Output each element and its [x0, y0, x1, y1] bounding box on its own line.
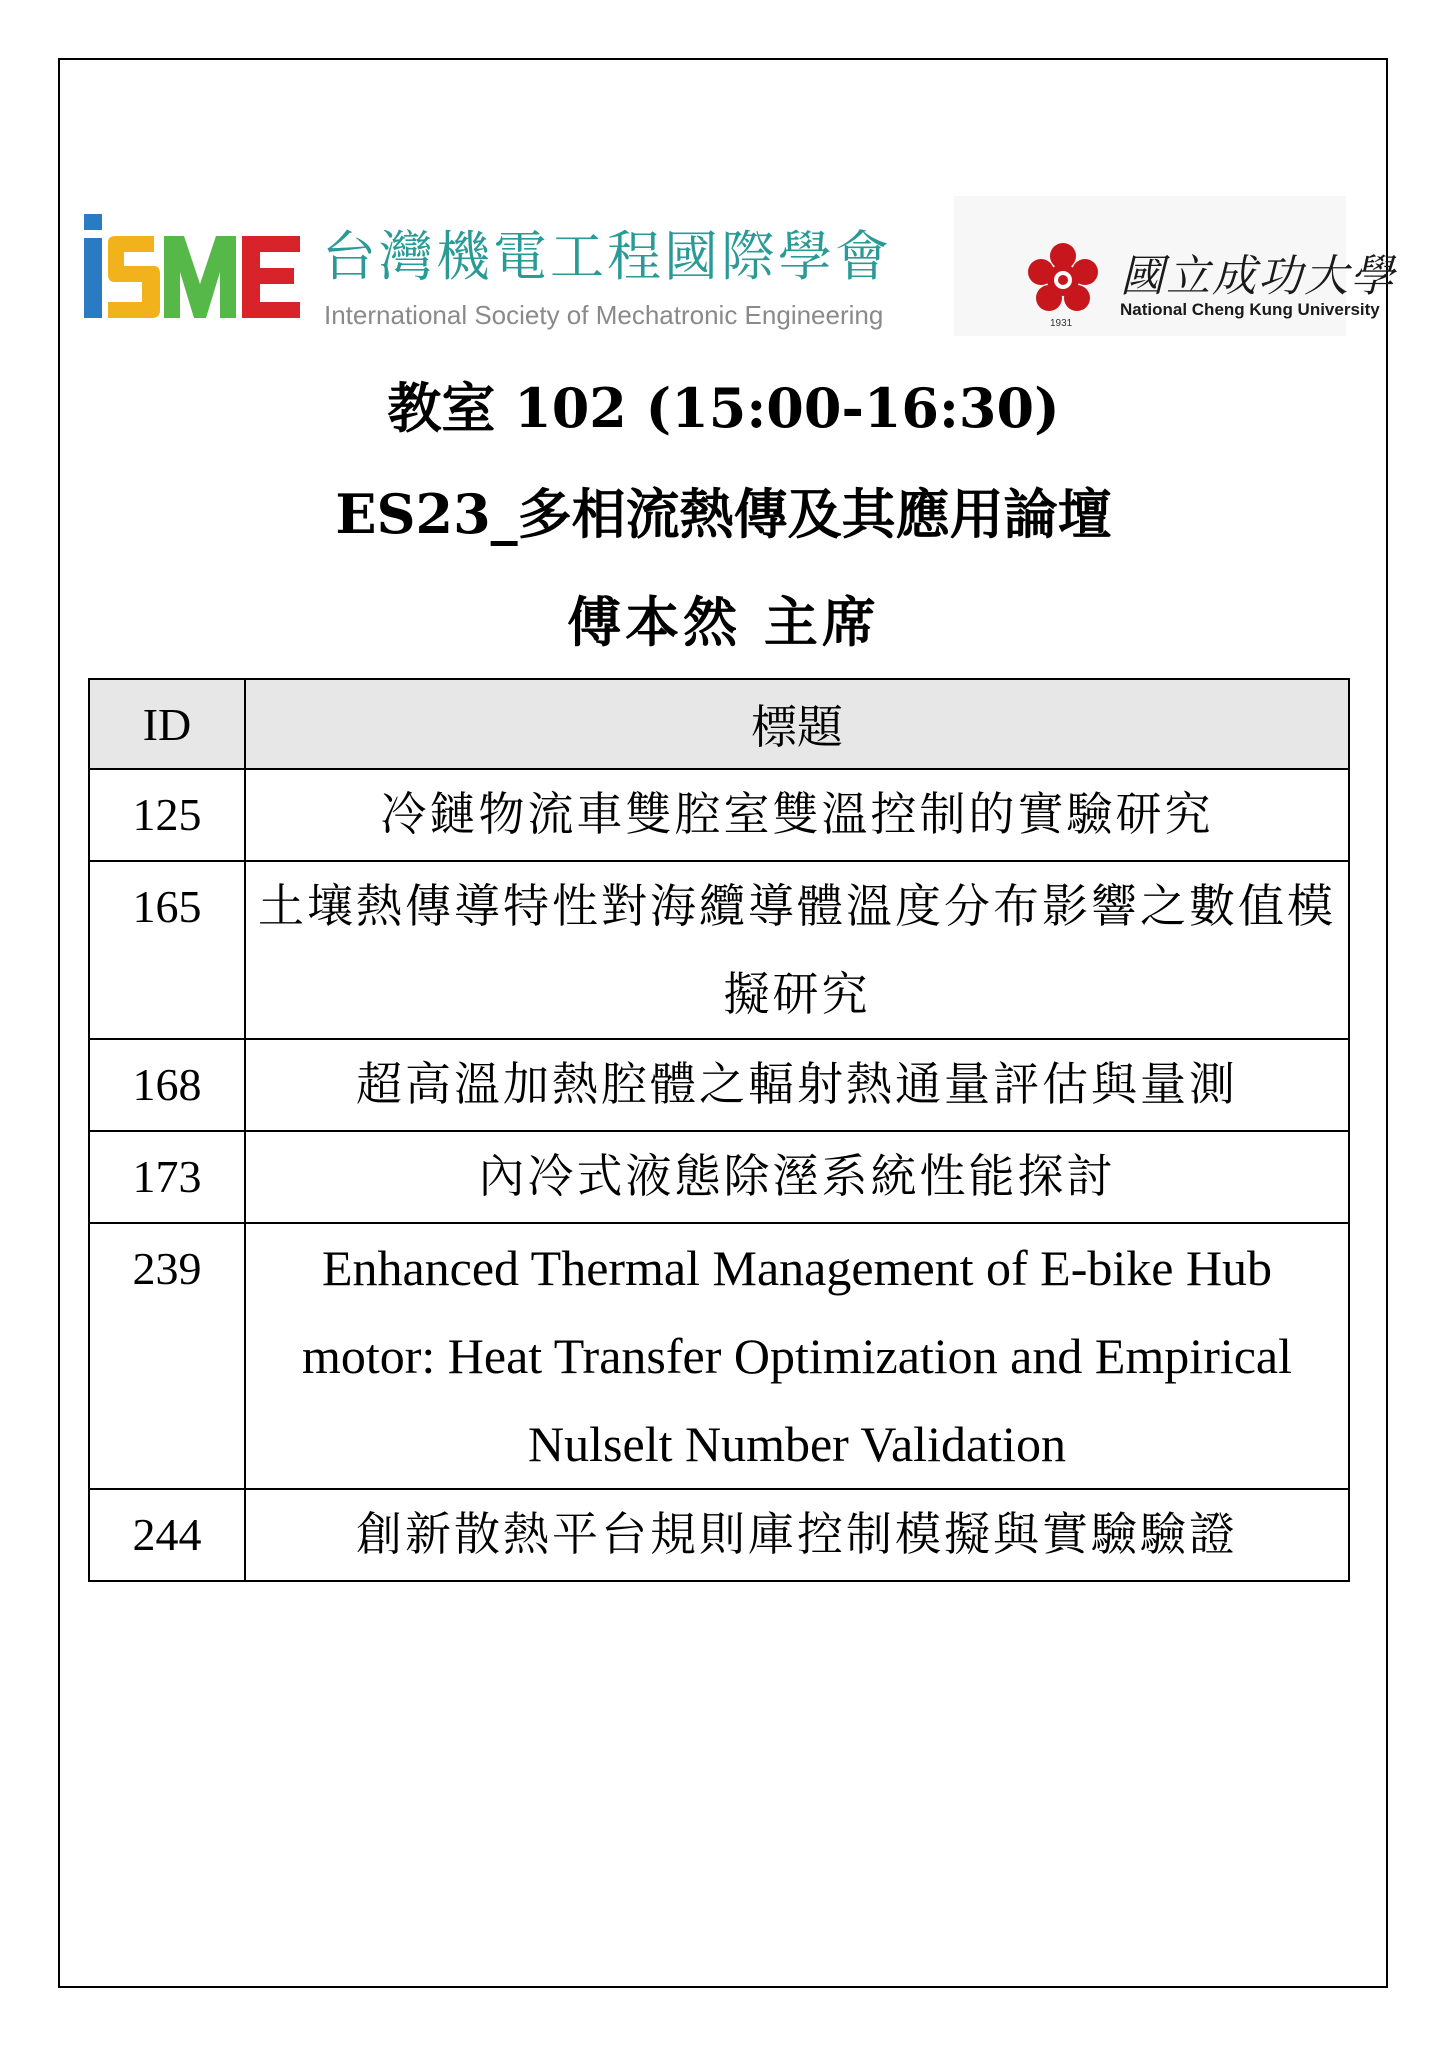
room-time-heading: 教室 102 (15:00-16:30) [387, 376, 1060, 440]
paper-title: 冷鏈物流車雙腔室雙溫控制的實驗研究 [245, 769, 1349, 861]
paper-id: 239 [89, 1223, 245, 1489]
ncku-year: 1931 [1050, 318, 1073, 329]
isme-name-en: International Society of Mechatronic Engineering [324, 300, 884, 330]
table-row [89, 861, 1349, 1039]
session-chair: 傅本然 主席 [567, 590, 880, 654]
table-row [89, 769, 1349, 861]
table-row [89, 1489, 1349, 1581]
logo-bar [84, 196, 1396, 336]
isme-logo-mark [84, 214, 304, 324]
table-row [89, 1223, 1349, 1489]
paper-title: 創新散熱平台規則庫控制模擬與實驗驗證 [245, 1489, 1349, 1581]
paper-title: 內冷式液態除溼系統性能探討 [245, 1131, 1349, 1223]
ncku-emblem-icon [1026, 242, 1100, 316]
ncku-name-en: National Cheng Kung University [1120, 300, 1380, 319]
table-row [89, 1039, 1349, 1131]
title-column-header: 標題 [245, 679, 1349, 769]
ncku-logo [954, 196, 1396, 336]
isme-name-cn: 台灣機電工程國際學會 [322, 225, 892, 288]
ncku-name-cn: 國立成功大學 [1120, 251, 1396, 302]
paper-id: 244 [89, 1489, 245, 1581]
paper-title: 超高溫加熱腔體之輻射熱通量評估與量測 [245, 1039, 1349, 1131]
paper-table [88, 678, 1350, 1582]
paper-id: 125 [89, 769, 245, 861]
isme-logo [84, 214, 894, 334]
paper-title: Enhanced Thermal Management of E-bike Hub motor: Heat Transfer Optimization and Empirical Nulselt Number Validation [245, 1223, 1349, 1489]
paper-id: 173 [89, 1131, 245, 1223]
paper-title: 土壤熱傳導特性對海纜導體溫度分布影響之數值模擬研究 [245, 861, 1349, 1039]
table-row [89, 1131, 1349, 1223]
paper-id: 165 [89, 861, 245, 1039]
session-title: ES23_多相流熱傳及其應用論壇 [335, 482, 1112, 546]
paper-id: 168 [89, 1039, 245, 1131]
id-column-header: ID [89, 679, 245, 769]
table-header-row [89, 679, 1349, 769]
